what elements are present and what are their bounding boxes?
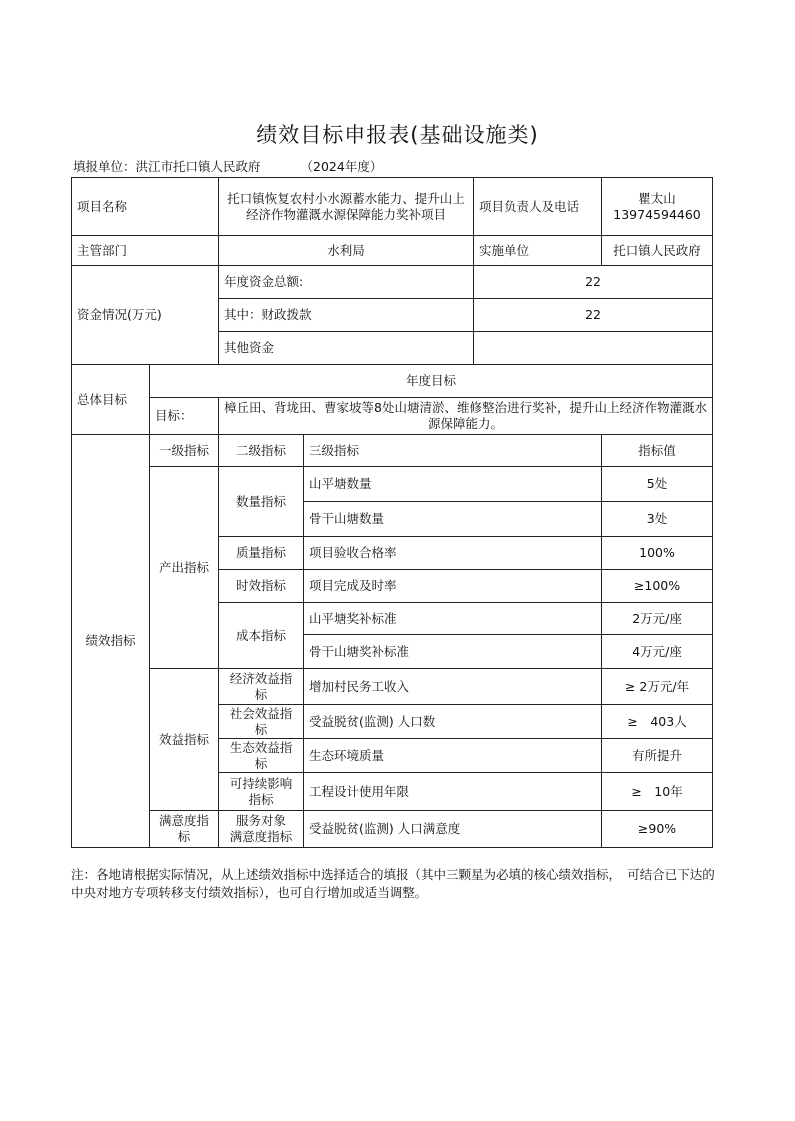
perf-header-l2: 二级指标 — [219, 435, 304, 467]
indicator-name: 受益脱贫(监测) 人口数 — [304, 705, 602, 739]
indicator-name: 项目完成及时率 — [304, 570, 602, 603]
overall-annual-row — [72, 365, 713, 398]
indicator-name: 受益脱贫(监测) 人口满意度 — [304, 811, 602, 848]
indicator-value: ≥ 403人 — [602, 705, 713, 739]
funds-other-value — [474, 332, 713, 365]
indicator-name: 山平塘数量 — [304, 467, 602, 502]
quality-indicator-label: 质量指标 — [219, 537, 304, 570]
project-owner-label: 项目负责人及电话 — [474, 178, 602, 236]
indicator-value: ≥ 10年 — [602, 773, 713, 811]
annual-target-label: 年度目标 — [150, 365, 713, 398]
funds-total-value: 22 — [474, 266, 713, 299]
indicator-name: 增加村民务工收入 — [304, 669, 602, 705]
implementing-unit-value: 托口镇人民政府 — [602, 236, 713, 266]
indicator-name: 工程设计使用年限 — [304, 773, 602, 811]
funds-fiscal-value: 22 — [474, 299, 713, 332]
funds-total-label: 年度资金总额: — [219, 266, 474, 299]
indicator-value: 4万元/座 — [602, 635, 713, 669]
indicator-name: 山平塘奖补标准 — [304, 603, 602, 635]
performance-target-table — [71, 177, 713, 848]
indicator-value: ≥90% — [602, 811, 713, 848]
satisfaction-indicator-label: 满意度指标 — [150, 811, 219, 848]
target-label: 目标： — [150, 398, 219, 435]
target-value: 樟丘田、背垅田、曹家坡等8处山塘清淤、维修整治进行奖补，提升山上经济作物灌溉水源保障能力。 — [219, 398, 713, 435]
funds-other-label: 其他资金 — [219, 332, 474, 365]
footnote: 注：各地请根据实际情况，从上述绩效指标中选择适合的填报（其中三颗星为必填的核心绩效指标， 可结合已下达的中央对地方专项转移支付绩效指标），也可自行增加或适当调整。 — [71, 867, 715, 900]
perf-header-l1: 一级指标 — [150, 435, 219, 467]
perf-header-l3: 三级指标 — [304, 435, 602, 467]
department-row — [72, 236, 713, 266]
table-row — [72, 467, 713, 502]
department-value: 水利局 — [219, 236, 474, 266]
perf-header-row — [72, 435, 713, 467]
quantity-indicator-label: 数量指标 — [219, 467, 304, 537]
form-title: 绩效目标申报表(基础设施类) — [256, 123, 539, 147]
indicator-name: 骨干山塘数量 — [304, 502, 602, 537]
indicator-value: 3处 — [602, 502, 713, 537]
economic-indicator-label: 经济效益指标 — [219, 669, 304, 705]
indicator-value: ≥100% — [602, 570, 713, 603]
funds-total-row — [72, 266, 713, 299]
indicator-value: 100% — [602, 537, 713, 570]
timeliness-indicator-label: 时效指标 — [219, 570, 304, 603]
reporting-year: （2024年度） — [300, 159, 383, 174]
project-name-label: 项目名称 — [72, 178, 219, 236]
cost-indicator-label: 成本指标 — [219, 603, 304, 669]
project-owner-cell — [602, 178, 713, 236]
output-indicator-label: 产出指标 — [150, 467, 219, 669]
indicator-name: 生态环境质量 — [304, 739, 602, 773]
project-owner-name: 瞿太山 — [638, 190, 676, 206]
indicator-value: 有所提升 — [602, 739, 713, 773]
eco-indicator-label: 生态效益指标 — [219, 739, 304, 773]
overall-target-row — [72, 398, 713, 435]
indicator-value: 5处 — [602, 467, 713, 502]
project-owner-phone: 13974594460 — [613, 206, 701, 222]
table-row — [72, 669, 713, 705]
department-label: 主管部门 — [72, 236, 219, 266]
indicator-name: 项目验收合格率 — [304, 537, 602, 570]
perf-label: 绩效指标 — [72, 435, 150, 848]
project-name-row — [72, 178, 713, 236]
sustain-indicator-label: 可持续影响指标 — [219, 773, 304, 811]
benefit-indicator-label: 效益指标 — [150, 669, 219, 811]
form-meta — [73, 157, 382, 175]
funds-fiscal-label: 其中：财政拨款 — [219, 299, 474, 332]
project-name-value: 托口镇恢复农村小水源蓄水能力、提升山上经济作物灌溉水源保障能力奖补项目 — [219, 178, 474, 236]
reporting-unit: 填报单位：洪江市托口镇人民政府 — [73, 159, 261, 174]
indicator-value: ≥ 2万元/年 — [602, 669, 713, 705]
indicator-value: 2万元/座 — [602, 603, 713, 635]
overall-label: 总体目标 — [72, 365, 150, 435]
satisfaction-sub-label: 服务对象 满意度指标 — [219, 811, 304, 848]
implementing-unit-label: 实施单位 — [474, 236, 602, 266]
social-indicator-label: 社会效益指标 — [219, 705, 304, 739]
indicator-name: 骨干山塘奖补标准 — [304, 635, 602, 669]
funds-label: 资金情况(万元) — [72, 266, 219, 365]
perf-header-value: 指标值 — [602, 435, 713, 467]
table-row — [72, 811, 713, 848]
